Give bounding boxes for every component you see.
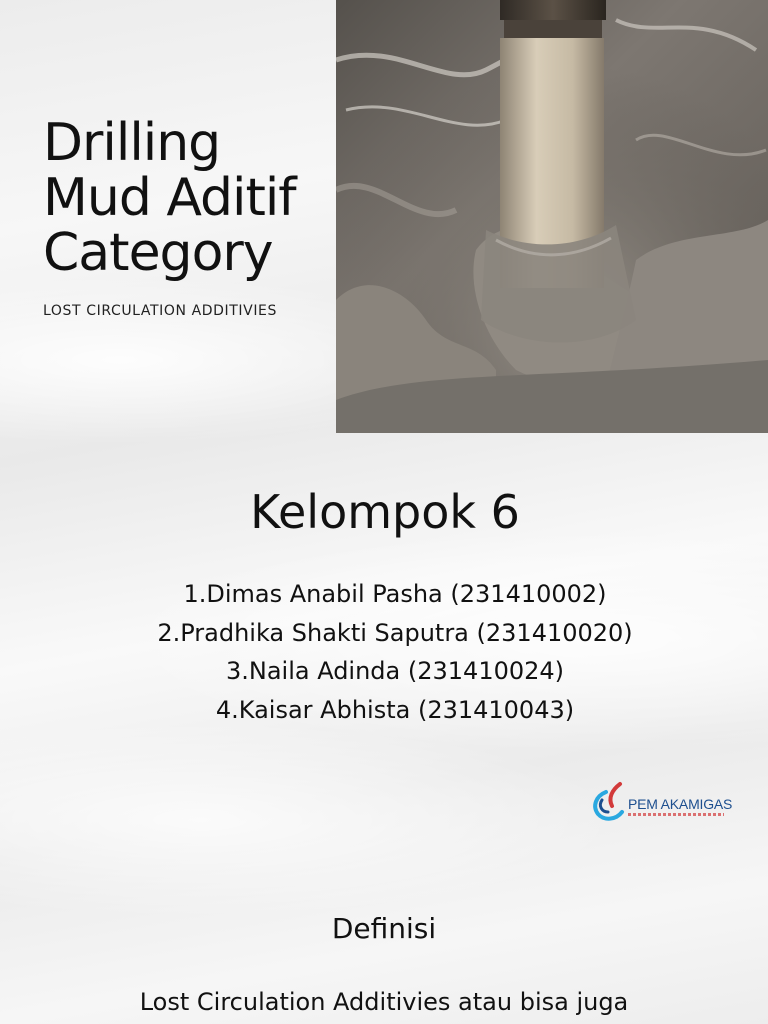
title-slide xyxy=(0,0,768,433)
member-item: 3.Naila Adinda (231410024) xyxy=(225,657,565,685)
title-line: Mud Aditif xyxy=(43,168,296,228)
logo-tagline-mark xyxy=(628,813,724,816)
member-list xyxy=(130,575,660,729)
title-line: Category xyxy=(43,223,273,283)
pem-akamigas-logo xyxy=(590,778,733,828)
logo-swirl-icon xyxy=(590,780,626,824)
drilling-mud-stirrer-photo xyxy=(336,0,768,433)
definition-text: Lost Circulation Additivies atau bisa juga xyxy=(139,988,629,1016)
definition-heading: Definisi xyxy=(331,912,437,945)
group-title: Kelompok 6 xyxy=(250,485,520,539)
slide-subtitle: LOST CIRCULATION ADDITIVIES xyxy=(43,303,277,319)
title-line: Drilling xyxy=(43,113,221,173)
member-item: 1.Dimas Anabil Pasha (231410002) xyxy=(183,580,607,608)
slide-title xyxy=(43,113,333,283)
logo-text: PEM AKAMIGAS xyxy=(628,796,733,812)
drilling-mud-photo xyxy=(336,0,768,433)
member-item: 2.Pradhika Shakti Saputra (231410020) xyxy=(157,618,633,647)
member-item: 4.Kaisar Abhista (231410043) xyxy=(215,695,575,724)
